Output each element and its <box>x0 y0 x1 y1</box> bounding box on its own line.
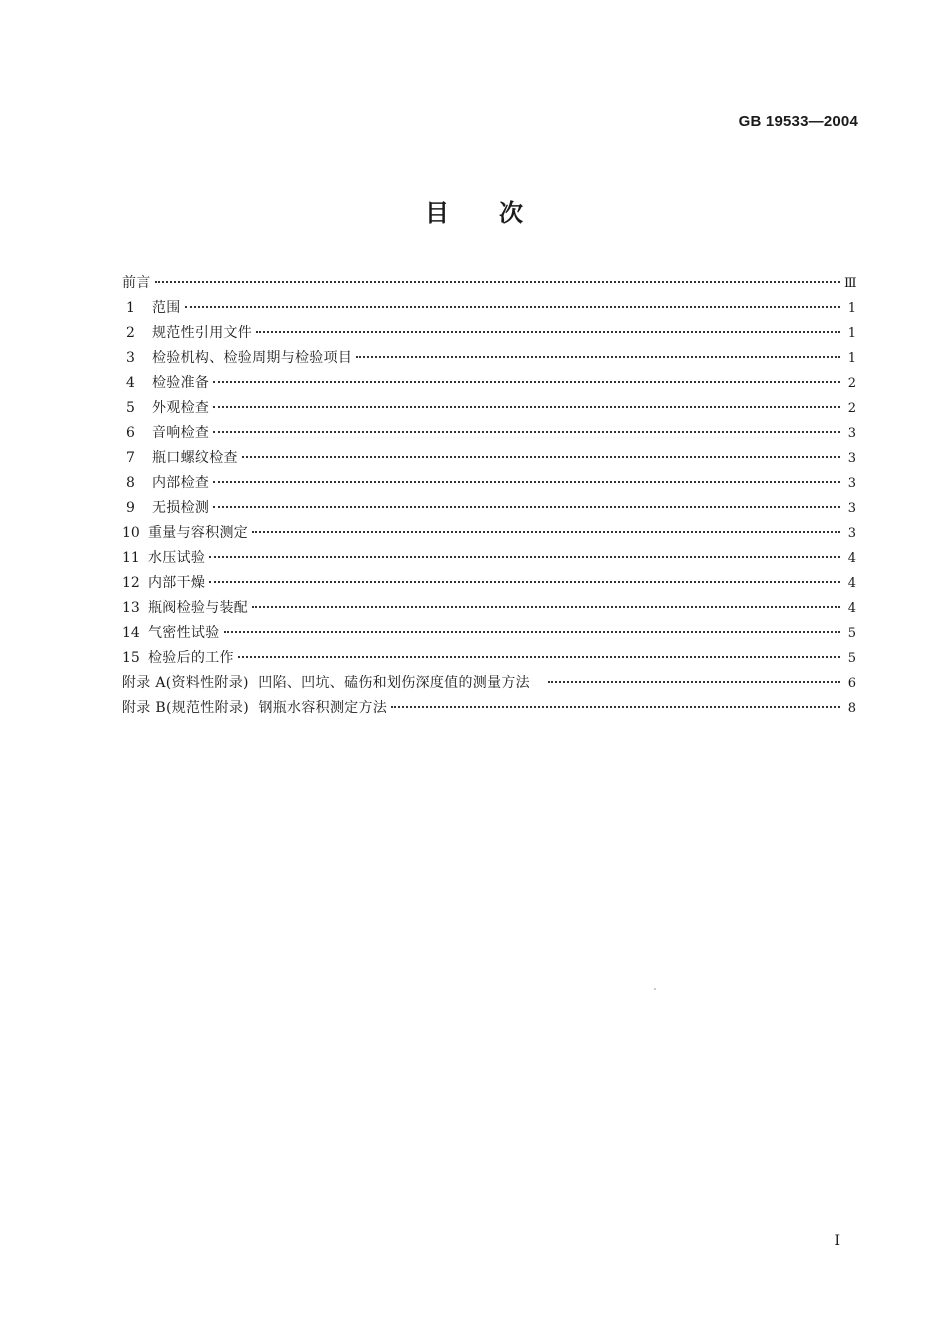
toc-entry-page: 4 <box>847 576 856 591</box>
table-of-contents <box>122 271 856 721</box>
toc-entry-number: 8 <box>126 475 135 491</box>
toc-entry-page: 2 <box>847 376 856 391</box>
toc-entry[interactable] <box>122 446 856 471</box>
toc-entry-page: 6 <box>847 676 856 691</box>
toc-dot-leader <box>209 556 840 558</box>
scan-speck <box>654 988 656 990</box>
toc-dot-leader <box>356 356 840 358</box>
toc-dot-leader <box>238 656 840 658</box>
toc-entry[interactable] <box>122 596 856 621</box>
toc-entry-label: 重量与容积测定 <box>148 525 249 541</box>
toc-entry-number: 15 <box>122 650 140 666</box>
toc-heading-char-1: 目 <box>425 199 451 227</box>
toc-entry[interactable] <box>122 346 856 371</box>
toc-dot-leader <box>242 456 840 458</box>
toc-entry[interactable] <box>122 471 856 496</box>
toc-entry-label: 水压试验 <box>148 550 206 566</box>
toc-entry-page: 1 <box>847 326 856 341</box>
document-code: GB 19533—2004 <box>738 113 858 130</box>
toc-entry-label: 范围 <box>152 300 181 316</box>
toc-entry-label: 内部干燥 <box>148 575 206 591</box>
toc-dot-leader <box>213 506 840 508</box>
toc-entry[interactable] <box>122 421 856 446</box>
toc-entry-label: 检验后的工作 <box>148 650 234 666</box>
toc-entry-number: 7 <box>126 450 135 466</box>
toc-heading <box>0 193 950 228</box>
toc-entry[interactable] <box>122 396 856 421</box>
toc-entry[interactable] <box>122 546 856 571</box>
toc-entry[interactable] <box>122 371 856 396</box>
toc-dot-leader <box>252 531 840 533</box>
toc-entry-page: 4 <box>847 551 856 566</box>
toc-entry[interactable] <box>122 496 856 521</box>
toc-entry-page: 3 <box>847 526 856 541</box>
page-number: I <box>834 1233 840 1249</box>
toc-entry-number: 5 <box>126 400 135 416</box>
toc-entry[interactable] <box>122 321 856 346</box>
toc-dot-leader <box>213 406 840 408</box>
toc-entry-page: 5 <box>847 651 856 666</box>
toc-entry-foreword[interactable] <box>122 271 856 296</box>
toc-entry-number: 11 <box>122 550 140 566</box>
toc-dot-leader <box>252 606 840 608</box>
toc-entry-label: 前言 <box>122 275 151 291</box>
toc-entry-number: 6 <box>126 425 135 441</box>
toc-dot-leader <box>213 481 840 483</box>
toc-entry-number: 10 <box>122 525 140 541</box>
toc-entry-page: Ⅲ <box>844 276 857 291</box>
toc-entry-page: 2 <box>847 401 856 416</box>
toc-dot-leader <box>213 431 840 433</box>
toc-entry-appendix-b[interactable] <box>122 696 856 721</box>
toc-entry-number: 13 <box>122 600 140 616</box>
toc-entry-label: 气密性试验 <box>148 625 220 641</box>
toc-dot-leader <box>224 631 841 633</box>
toc-entry-number: 4 <box>126 375 135 391</box>
toc-entry[interactable] <box>122 621 856 646</box>
toc-dot-leader <box>213 381 840 383</box>
toc-entry-page: 1 <box>847 351 856 366</box>
toc-entry-number: 12 <box>122 575 140 591</box>
toc-entry-label: 瓶阀检验与装配 <box>148 600 249 616</box>
toc-heading-char-2: 次 <box>499 199 525 227</box>
toc-entry-page: 4 <box>847 601 856 616</box>
toc-entry-label: 无损检测 <box>152 500 210 516</box>
toc-entry-page: 3 <box>847 426 856 441</box>
toc-entry-label: 瓶口螺纹检查 <box>152 450 238 466</box>
toc-entry-label: 规范性引用文件 <box>152 325 253 341</box>
toc-entry-number: 1 <box>126 300 135 316</box>
toc-entry-page: 1 <box>847 301 856 316</box>
toc-dot-leader <box>155 281 840 283</box>
toc-entry-page: 5 <box>847 626 856 641</box>
toc-entry-label: 附录 B(规范性附录) 钢瓶水容积测定方法 <box>122 700 388 716</box>
toc-entry-label: 音响检查 <box>152 425 210 441</box>
toc-dot-leader <box>185 306 840 308</box>
toc-entry-label: 附录 A(资料性附录) 凹陷、凹坑、磕伤和划伤深度值的测量方法 <box>122 675 530 691</box>
toc-entry-label: 检验机构、检验周期与检验项目 <box>152 350 353 366</box>
toc-entry[interactable] <box>122 646 856 671</box>
toc-entry-number: 3 <box>126 350 135 366</box>
toc-entry[interactable] <box>122 571 856 596</box>
toc-entry-page: 8 <box>847 701 856 716</box>
toc-entry-number: 14 <box>122 625 140 641</box>
toc-entry-label: 外观检查 <box>152 400 210 416</box>
toc-entry-appendix-a[interactable] <box>122 671 856 696</box>
toc-entry-page: 3 <box>847 451 856 466</box>
toc-dot-leader <box>256 331 840 333</box>
toc-dot-leader <box>391 706 840 708</box>
toc-entry-label: 内部检查 <box>152 475 210 491</box>
toc-entry-number: 9 <box>126 500 135 516</box>
toc-dot-leader <box>548 681 840 683</box>
toc-entry-page: 3 <box>847 501 856 516</box>
toc-entry-page: 3 <box>847 476 856 491</box>
toc-entry-number: 2 <box>126 325 135 341</box>
toc-entry-label: 检验准备 <box>152 375 210 391</box>
toc-entry[interactable] <box>122 296 856 321</box>
toc-entry[interactable] <box>122 521 856 546</box>
toc-dot-leader <box>209 581 840 583</box>
